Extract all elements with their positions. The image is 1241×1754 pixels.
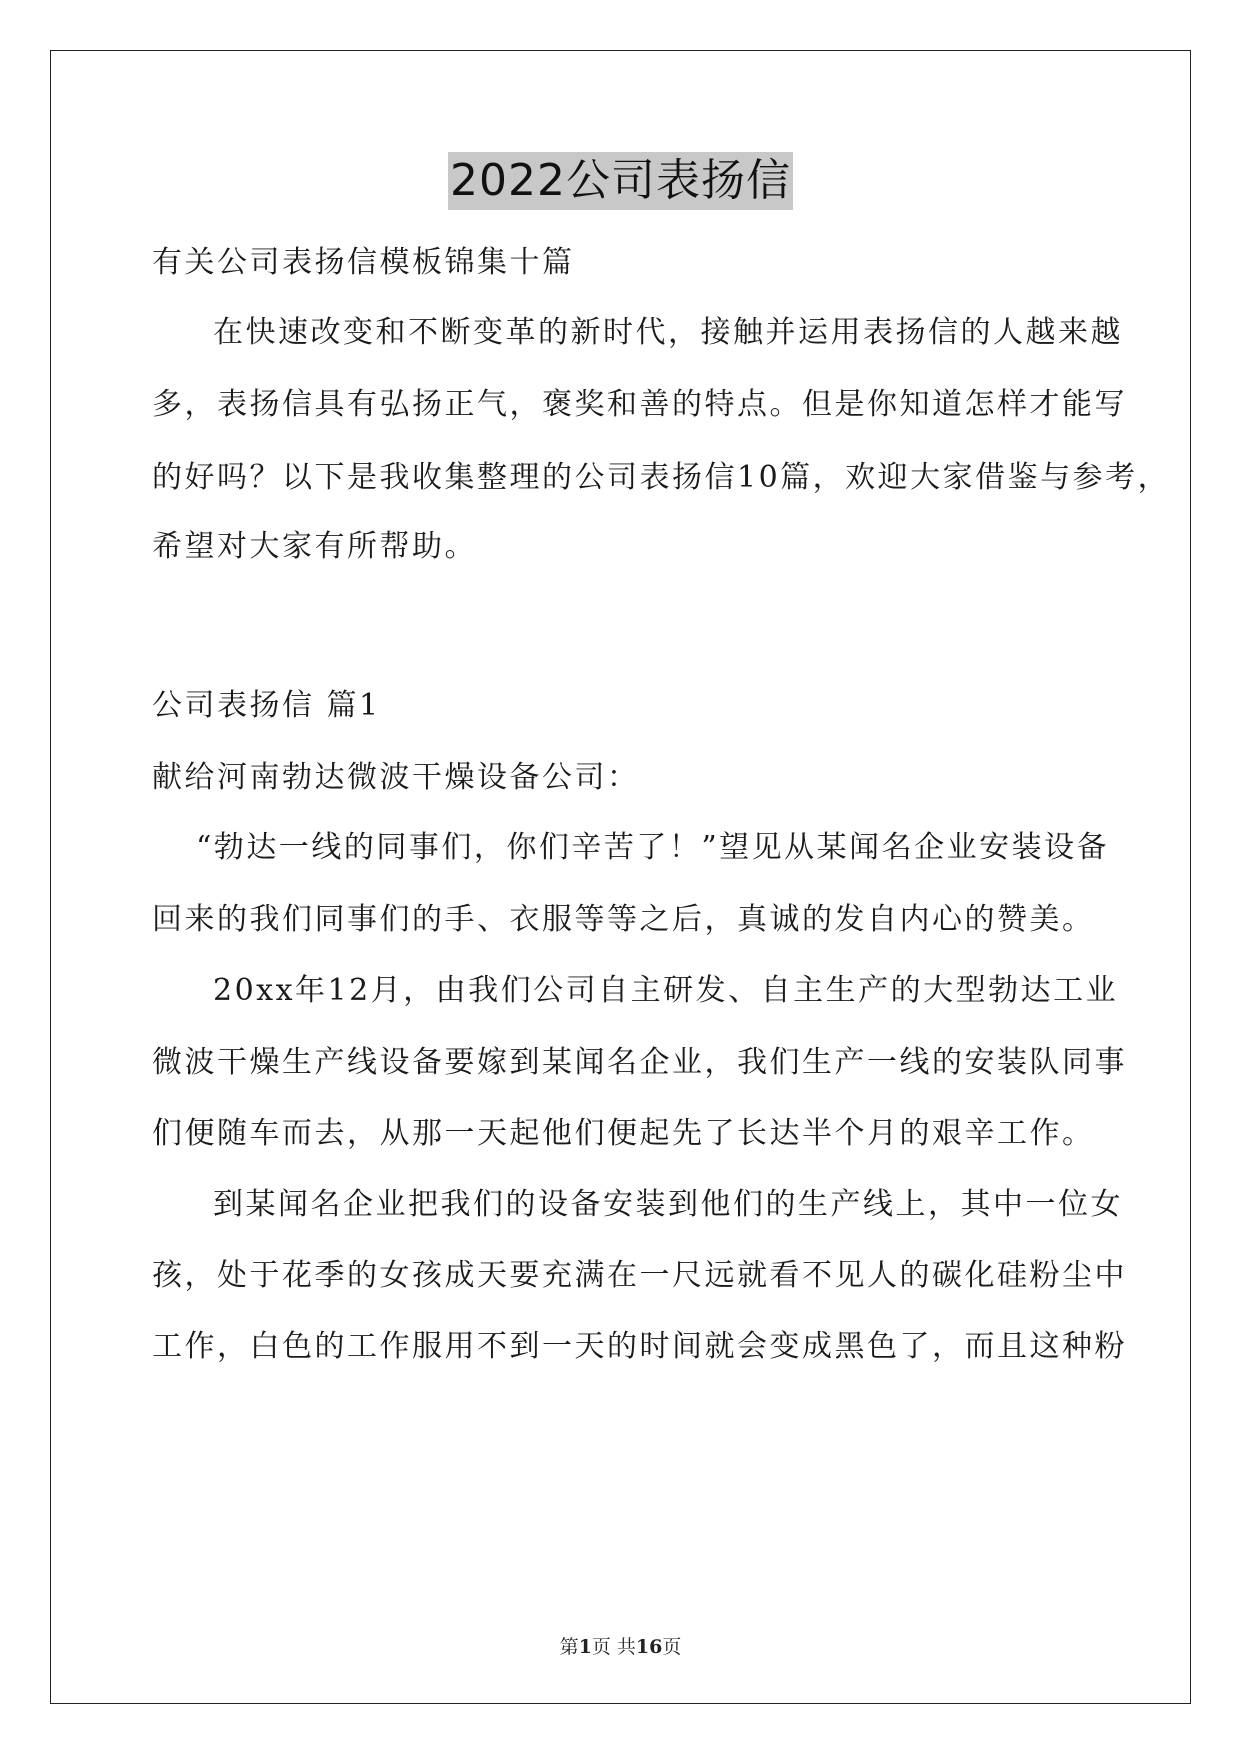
footer-page-suffix: 页 xyxy=(662,1636,682,1658)
salutation: 献给河南勃达微波干燥设备公司： xyxy=(152,760,640,795)
paragraph-line: 们便随车而去，从那一天起他们便起先了长达半个月的艰辛工作。 xyxy=(152,1116,1095,1151)
subtitle: 有关公司表扬信模板锦集十篇 xyxy=(152,245,575,280)
section-heading: 公司表扬信 篇1 xyxy=(152,688,381,723)
document-title: 2022公司表扬信 xyxy=(448,152,793,210)
paragraph-line: 希望对大家有所帮助。 xyxy=(152,529,477,564)
paragraph-line: “勃达一线的同事们，你们辛苦了！”望见从某闻名企业安装设备 xyxy=(196,830,1110,865)
page-border xyxy=(50,50,1191,1704)
page-footer xyxy=(0,1632,1241,1659)
paragraph-line: 微波干燥生产线设备要嫁到某闻名企业，我们生产一线的安装队同事 xyxy=(152,1045,1127,1080)
paragraph-line: 多，表扬信具有弘扬正气，褒奖和善的特点。但是你知道怎样才能写 xyxy=(152,387,1127,422)
paragraph-line: 孩，处于花季的女孩成天要充满在一尺远就看不见人的碳化硅粉尘中 xyxy=(152,1258,1127,1293)
paragraph-line: 回来的我们同事们的手、衣服等等之后，真诚的发自内心的赞美。 xyxy=(152,902,1095,937)
paragraph-line: 的好吗？以下是我收集整理的公司表扬信10篇，欢迎大家借鉴与参考， xyxy=(152,460,1171,495)
paragraph-line: 在快速改变和不断变革的新时代，接触并运用表扬信的人越来越 xyxy=(213,315,1123,350)
paragraph-line: 工作，白色的工作服用不到一天的时间就会变成黑色了，而且这种粉 xyxy=(152,1329,1127,1364)
footer-total-pages: 16 xyxy=(635,1636,663,1658)
paragraph-line: 到某闻名企业把我们的设备安装到他们的生产线上，其中一位女 xyxy=(213,1187,1123,1222)
footer-page-number: 1 xyxy=(578,1636,592,1658)
footer-page-prefix: 第 xyxy=(559,1636,579,1658)
footer-page-mid: 页 共 xyxy=(591,1636,636,1658)
paragraph-line: 20xx年12月，由我们公司自主研发、自主生产的大型勃达工业 xyxy=(213,973,1119,1008)
title-container xyxy=(0,152,1241,210)
